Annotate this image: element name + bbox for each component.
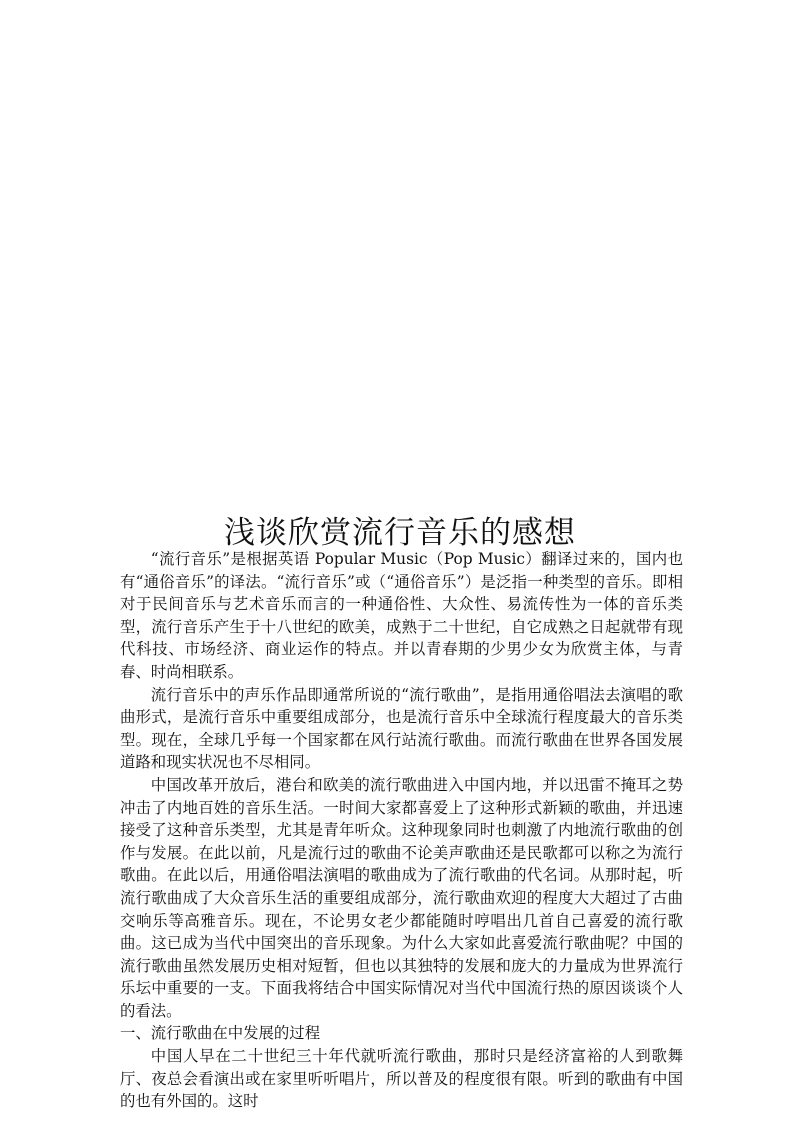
- document-title: 浅谈欣赏流行音乐的感想: [224, 515, 576, 551]
- paragraph-1: “流行音乐”是根据英语 Popular Music（Pop Music）翻译过来的，国内也有“通俗音乐”的译法。“流行音乐”或（“通俗音乐”）是泛指一种类型的音乐。即相对于民间音乐与艺术音乐而言的一种通俗性、大众性、易流传性为一体的音乐类型，流行音乐产生于十八世纪的欧美，成熟于二十世纪，自它成熟之日起就带有现代科技、市场经济、商业运作的特点。并以青春期的少男少女为欣赏主体，与青春、时尚相联系。: [120, 550, 683, 681]
- document-body: [120, 548, 683, 1113]
- paragraph-2: 流行音乐中的声乐作品即通常所说的“流行歌曲”，是指用通俗唱法去演唱的歌曲形式，是流行音乐中重要组成部分，也是流行音乐中全球流行程度最大的音乐类型。现在，全球几乎每一个国家都在风行站流行歌曲。而流行歌曲在世界各国发展道路和现实状况也不尽相同。: [120, 685, 683, 772]
- section-heading: 一、流行歌曲在中发展的过程: [120, 1024, 321, 1043]
- paragraph-3: 中国改革开放后，港台和欧美的流行歌曲进入中国内地，并以迅雷不掩耳之势冲击了内地百姓的音乐生活。一时间大家都喜爱上了这种形式新颖的歌曲，并迅速接受了这种音乐类型，尤其是青年听众。这种现象同时也刺激了内地流行歌曲的创作与发展。在此以前，凡是流行过的歌曲不论美声歌曲还是民歌都可以称之为流行歌曲。在此以后，用通俗唱法演唱的歌曲成为了流行歌曲的代名词。从那时起，听流行歌曲成了大众音乐生活的重要组成部分，流行歌曲欢迎的程度大大超过了古曲交响乐等高雅音乐。现在，不论男女老少都能随时哼唱出几首自己喜爱的流行歌曲。这已成为当代中国突出的音乐现象。为什么大家如此喜爱流行歌曲呢？中国的流行歌曲虽然发展历史相对短暂，但也以其独特的发展和庞大的力量成为世界流行乐坛中重要的一支。下面我将结合中国实际情况对当代中国流行热的原因谈谈个人的看法。: [120, 775, 683, 1020]
- section-paragraph: 中国人早在二十世纪三十年代就听流行歌曲，那时只是经济富裕的人到歌舞厅、夜总会看演出或在家里听听唱片，所以普及的程度很有限。听到的歌曲有中国的也有外国的。这时: [120, 1047, 683, 1111]
